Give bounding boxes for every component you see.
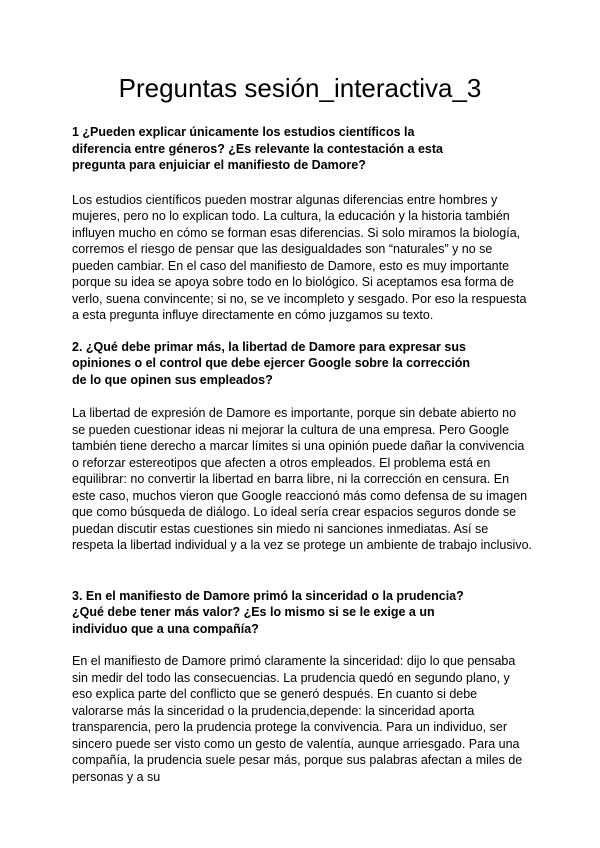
question-2: 2. ¿Qué debe primar más, la libertad de Damore para expresar sus opiniones o el control que debe ejercer Google sobre la corrección de lo que opinen sus empleados? [72, 339, 471, 387]
answer-3: En el manifiesto de Damore primó claramente la sinceridad: dijo lo que pensaba sin medir del todo las consecuencias. La prudencia quedó en segundo plano, y eso explica parte del conflicto que se generó después. En cuanto si debe valorarse más la sinceridad o la prudencia,depende: la sinceridad aporta transparencia, pero la prudencia protege la convivencia. Para un individuo, ser sincero puede ser visto como un gesto de valentía, aunque arriesgado. Para una compañía, la prudencia suele pesar más, porque sus palabras afectan a miles de personas y a su [72, 654, 523, 784]
answer-1: Los estudios científicos pueden mostrar algunas diferencias entre hombres y mujeres, pero no lo explican todo. La cultura, la educación y la historia también influyen mucho en cómo se forman esas diferencias. Si solo miramos la biología, corremos el riesgo de pensar que las desigualdades son “naturales” y no se pueden cambiar. En el caso del manifiesto de Damore, esto es muy importante porque su idea se apoya sobre todo en lo biológico. Si aceptamos esa forma de verlo, suena convincente; si no, se ve incompleto y sesgado. Por eso la respuesta a esta pregunta influye directamente en cómo juzgamos su texto. [72, 192, 527, 322]
question-1: 1 ¿Pueden explicar únicamente los estudios científicos la diferencia entre géneros? ¿Es relevante la contestación a esta pregunta para enjuiciar el manifiesto de Damore? [72, 125, 443, 172]
document-title: Preguntas sesión_interactiva_3 [118, 73, 482, 103]
answer-2: La libertad de expresión de Damore es importante, porque sin debate abierto no se pueden cuestionar ideas ni mejorar la cultura de una empresa. Pero Google también tiene derecho a marcar límites si una opinión puede dañar la convivencia o reforzar estereotipos que afecten a otros empleados. El problema está en equilibrar: no convertir la libertad en barra libre, ni la corrección en censura. En este caso, muchos vieron que Google reaccionó más como defensa de su imagen que como búsqueda de diálogo. Lo ideal sería crear espacios seguros donde se puedan discutir estas cuestiones sin miedo ni sanciones inmediatas. Así se respeta la libertad individual y a la vez se protege un ambiente de trabajo inclusivo. [72, 406, 532, 552]
question-3: 3. En el manifiesto de Damore primó la sinceridad o la prudencia? ¿Qué debe tener más valor? ¿Es lo mismo si se le exige a un individuo que a una compañía? [72, 588, 464, 636]
